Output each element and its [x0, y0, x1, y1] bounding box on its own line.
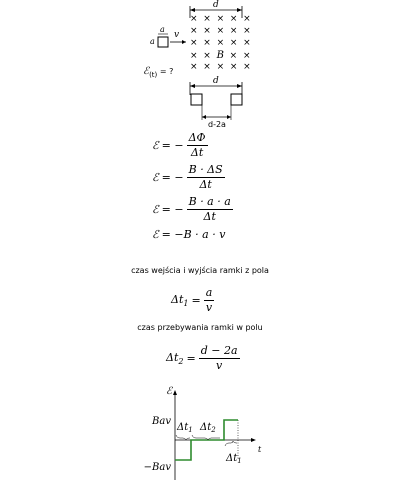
- label-bav: Bav: [152, 416, 171, 427]
- emf-graph: [0, 380, 400, 482]
- d-mid-arrowhead-right: [237, 84, 242, 88]
- field-row-5: × × × × ×: [190, 62, 251, 72]
- label-v: v: [174, 30, 180, 40]
- label-dt2: $\Delta t_2$: [200, 422, 216, 434]
- caption-inside: czas przebywania ramki w polu: [137, 323, 263, 332]
- equation-2: ℰ = − $\frac{B \cdot \Delta S}{\Delta t}$: [152, 163, 223, 191]
- velocity-arrowhead: [182, 40, 186, 44]
- caption-entry-exit: czas wejścia i wyjścia ramki z pola: [131, 266, 269, 275]
- field-row-2: × × × × ×: [190, 26, 251, 36]
- label-d-2a: d-2a: [208, 120, 226, 129]
- t-axis-arrowhead: [251, 438, 256, 442]
- equation-3: ℰ = − $\frac{B \cdot a \cdot a}{\Delta t}$: [152, 195, 231, 223]
- label-a-left: a: [150, 37, 155, 46]
- label-d-top: d: [213, 0, 219, 10]
- equation-4: ℰ = −B · a · v: [152, 228, 226, 241]
- field-diagram: [0, 0, 400, 140]
- label-neg-bav: −Bav: [143, 462, 171, 473]
- label-B: B: [216, 50, 224, 61]
- label-d-mid: d: [213, 76, 219, 86]
- field-row-3: × × × × ×: [190, 38, 251, 48]
- equation-dt2: $\Delta t_2$ = $\frac{d - 2a}{v}$: [166, 344, 238, 372]
- field-row-1: × × × × ×: [190, 14, 251, 24]
- brace-dt1: [176, 435, 190, 440]
- equation-dt1: $\Delta t_1$ = $\frac{a}{v}$: [171, 286, 213, 314]
- label-a-top: a: [160, 25, 165, 34]
- emf-question: ℰ$_{(t)}$ = ?: [143, 66, 174, 79]
- field-row-4: × × B × ×: [190, 50, 251, 61]
- eps-axis-label: ℰ: [165, 386, 172, 397]
- label-dt1-second: $\Delta t_1$: [226, 453, 242, 465]
- label-dt1-first: $\Delta t_1$: [177, 422, 193, 434]
- d-arrowhead-left: [190, 8, 195, 12]
- d-arrowhead-right: [237, 8, 242, 12]
- d2a-arrowhead-right: [227, 115, 231, 119]
- frame-square: [158, 37, 168, 47]
- t-axis-label: t: [258, 445, 262, 454]
- d-mid-arrowhead-left: [190, 84, 195, 88]
- equation-1: ℰ = − $\frac{\Delta\Phi}{\Delta t}$: [152, 131, 206, 159]
- frame-right: [231, 94, 242, 105]
- brace-dt1b: [225, 441, 237, 446]
- frame-left: [191, 94, 202, 105]
- d2a-arrowhead-left: [202, 115, 206, 119]
- eps-axis-arrowhead: [173, 390, 177, 395]
